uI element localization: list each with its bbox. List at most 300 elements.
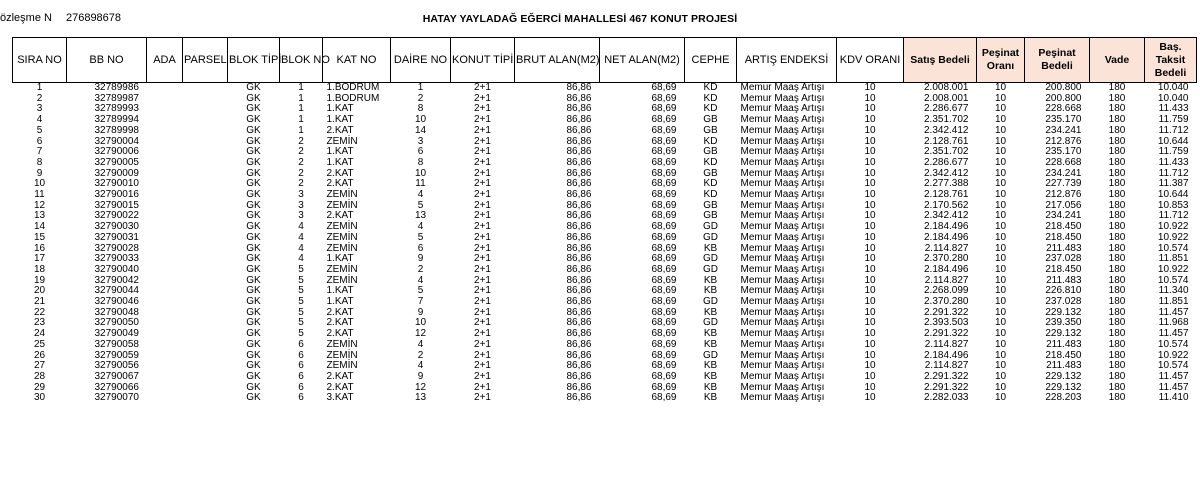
cell-daire-no: 2 (417, 92, 424, 104)
cell-blok-no: 3 (298, 199, 304, 211)
cell-kat-no: 1.KAT (326, 296, 354, 308)
cell-kdv-orani: 10 (864, 263, 876, 275)
table-row (13, 286, 1197, 297)
column-header-blok-no: BLOK NO (280, 38, 323, 83)
cell-bb-no: 32789986 (94, 82, 139, 93)
cell-konut-tipi: 2+1 (474, 349, 491, 361)
cell-parsel (183, 169, 228, 180)
table-row (13, 393, 1197, 404)
cell-pesinat-bedeli: 229.132 (1045, 306, 1082, 318)
cell-daire-no: 5 (417, 285, 424, 297)
table-row (13, 104, 1197, 115)
cell-konut-tipi: 2+1 (474, 92, 491, 104)
cell-bb-no: 32790070 (94, 392, 139, 404)
column-header-vade: Vade (1090, 38, 1145, 83)
cell-daire-no: 13 (414, 210, 427, 222)
cell-blok-no: 5 (298, 285, 304, 297)
cell-brut-alan: 86,86 (566, 146, 592, 158)
cell-parsel (183, 383, 228, 394)
cell-parsel (183, 329, 228, 340)
cell-sira-no: 29 (33, 381, 46, 393)
cell-ada (147, 372, 183, 383)
cell-bas-taksit-bedeli: 11.340 (1158, 285, 1189, 297)
cell-blok-tipi: GK (246, 146, 261, 158)
cell-satis-bedeli: 2.008.001 (924, 82, 969, 93)
cell-sira-no: 14 (33, 221, 46, 233)
cell-pesinat-orani: 10 (994, 210, 1007, 222)
cell-artis-endeksi: Memur Maaş Artışı (740, 178, 825, 190)
cell-ada (147, 318, 183, 329)
cell-ada (147, 169, 183, 180)
cell-artis-endeksi: Memur Maaş Artışı (740, 189, 825, 201)
cell-vade: 180 (1108, 135, 1126, 147)
cell-blok-tipi: GK (246, 242, 261, 254)
cell-cephe: GD (703, 253, 718, 265)
cell-artis-endeksi: Memur Maaş Artışı (740, 274, 825, 286)
cell-blok-tipi: GK (246, 317, 261, 329)
cell-daire-no: 9 (417, 370, 424, 382)
cell-brut-alan: 86,86 (566, 167, 592, 179)
cell-kdv-orani: 10 (864, 135, 876, 147)
cell-blok-tipi: GK (246, 306, 261, 318)
cell-kat-no: 1.KAT (326, 156, 354, 168)
cell-artis-endeksi: Memur Maaş Artışı (740, 306, 825, 318)
cell-brut-alan: 86,86 (566, 349, 592, 361)
cell-vade: 180 (1108, 274, 1126, 286)
cell-artis-endeksi: Memur Maaş Artışı (740, 328, 825, 340)
cell-blok-no: 4 (298, 242, 304, 254)
cell-blok-tipi: GK (246, 338, 261, 350)
cell-kdv-orani: 10 (864, 82, 876, 93)
cell-net-alan: 68,69 (651, 263, 677, 275)
cell-satis-bedeli: 2.184.496 (924, 231, 969, 243)
cell-konut-tipi: 2+1 (474, 82, 491, 93)
cell-pesinat-orani: 10 (994, 381, 1007, 393)
housing-units-table (12, 37, 1197, 404)
cell-bas-taksit-bedeli: 11.851 (1158, 253, 1189, 265)
cell-kdv-orani: 10 (864, 178, 876, 190)
cell-kat-no: 2.KAT (326, 124, 354, 136)
cell-blok-no: 5 (298, 328, 304, 340)
cell-vade: 180 (1108, 360, 1126, 372)
cell-ada (147, 393, 183, 404)
cell-bb-no: 32790042 (94, 274, 139, 286)
cell-parsel (183, 83, 228, 94)
cell-brut-alan: 86,86 (566, 103, 592, 115)
cell-blok-tipi: GK (246, 253, 261, 265)
cell-konut-tipi: 2+1 (474, 124, 491, 136)
cell-kat-no: 2.KAT (326, 306, 354, 318)
cell-pesinat-orani: 10 (994, 124, 1007, 136)
column-header-pesinat-orani: Peşinat Oranı (977, 38, 1025, 83)
cell-vade: 180 (1108, 82, 1126, 93)
cell-parsel (183, 179, 228, 190)
cell-vade: 180 (1108, 210, 1126, 222)
cell-satis-bedeli: 2.277.388 (924, 178, 969, 190)
cell-blok-no: 2 (298, 178, 304, 190)
cell-pesinat-bedeli: 212.876 (1045, 135, 1082, 147)
cell-artis-endeksi: Memur Maaş Artışı (740, 231, 825, 243)
cell-daire-no: 2 (417, 263, 424, 275)
table-row (13, 94, 1197, 105)
cell-kdv-orani: 10 (864, 199, 876, 211)
cell-ada (147, 351, 183, 362)
cell-bas-taksit-bedeli: 11.712 (1158, 124, 1189, 136)
cell-net-alan: 68,69 (651, 210, 677, 222)
cell-parsel (183, 351, 228, 362)
cell-bas-taksit-bedeli: 10.922 (1157, 263, 1189, 275)
cell-pesinat-orani: 10 (994, 338, 1007, 350)
cell-net-alan: 68,69 (651, 189, 677, 201)
cell-pesinat-bedeli: 211.483 (1046, 360, 1082, 372)
cell-cephe: GD (703, 221, 718, 233)
cell-parsel (183, 158, 228, 169)
cell-cephe: KB (703, 306, 718, 318)
cell-parsel (183, 265, 228, 276)
cell-kat-no: 2.KAT (326, 328, 354, 340)
cell-blok-tipi: GK (246, 189, 261, 201)
cell-bas-taksit-bedeli: 10.853 (1157, 199, 1189, 211)
cell-sira-no: 24 (33, 328, 46, 340)
cell-pesinat-orani: 10 (994, 370, 1007, 382)
cell-net-alan: 68,69 (651, 370, 677, 382)
cell-ada (147, 244, 183, 255)
cell-net-alan: 68,69 (651, 381, 677, 393)
cell-bb-no: 32790056 (94, 360, 139, 372)
column-header-artis-endeksi: ARTIŞ ENDEKSİ (737, 38, 837, 83)
cell-satis-bedeli: 2.342.412 (924, 210, 969, 222)
table-row (13, 83, 1197, 94)
cell-kat-no: ZEMİN (326, 349, 358, 361)
cell-vade: 180 (1108, 381, 1126, 393)
cell-cephe: GB (703, 146, 718, 158)
table-row (13, 361, 1197, 372)
cell-net-alan: 68,69 (651, 253, 677, 265)
cell-pesinat-bedeli: 211.483 (1046, 242, 1082, 254)
cell-daire-no: 2 (417, 349, 424, 361)
cell-daire-no: 13 (414, 392, 427, 404)
cell-ada (147, 104, 183, 115)
cell-satis-bedeli: 2.286.677 (924, 103, 969, 115)
column-header-blok-tipi: BLOK TİPİ (228, 38, 280, 83)
cell-brut-alan: 86,86 (566, 199, 592, 211)
cell-bb-no: 32790010 (94, 178, 139, 190)
cell-kdv-orani: 10 (864, 231, 876, 243)
table-row (13, 276, 1197, 287)
cell-satis-bedeli: 2.291.322 (924, 381, 969, 393)
cell-pesinat-bedeli: 235.170 (1045, 114, 1082, 126)
cell-vade: 180 (1108, 328, 1126, 340)
table-row (13, 222, 1197, 233)
cell-daire-no: 3 (417, 135, 424, 147)
cell-sira-no: 20 (33, 285, 46, 297)
cell-ada (147, 308, 183, 319)
cell-blok-tipi: GK (246, 285, 261, 297)
cell-konut-tipi: 2+1 (474, 306, 491, 318)
cell-parsel (183, 211, 228, 222)
cell-bb-no: 32790050 (94, 317, 139, 329)
column-header-bb-no: BB NO (67, 38, 147, 83)
table-row (13, 351, 1197, 362)
cell-kat-no: 1.BODRUM (326, 82, 380, 93)
cell-cephe: KD (703, 103, 718, 115)
cell-sira-no: 30 (33, 392, 46, 404)
cell-bb-no: 32790015 (94, 199, 139, 211)
cell-daire-no: 11 (415, 178, 426, 190)
cell-kat-no: 2.KAT (326, 178, 354, 190)
cell-cephe: GD (703, 349, 718, 361)
cell-blok-tipi: GK (246, 199, 261, 211)
cell-daire-no: 10 (414, 114, 427, 126)
cell-daire-no: 4 (417, 274, 424, 286)
cell-satis-bedeli: 2.008.001 (924, 92, 969, 104)
cell-kat-no: 3.KAT (326, 392, 354, 404)
cell-blok-tipi: GK (246, 82, 261, 93)
cell-pesinat-bedeli: 211.483 (1046, 274, 1082, 286)
table-row (13, 211, 1197, 222)
column-header-bas-taksit-bedeli: Baş. Taksit Bedeli (1145, 38, 1197, 83)
cell-vade: 180 (1108, 338, 1126, 350)
cell-bas-taksit-bedeli: 10.574 (1157, 360, 1189, 372)
column-header-parsel: PARSEL (183, 38, 228, 83)
cell-net-alan: 68,69 (651, 349, 677, 361)
cell-bb-no: 32790049 (94, 328, 139, 340)
cell-pesinat-orani: 10 (994, 285, 1007, 297)
cell-blok-no: 5 (298, 306, 304, 318)
cell-sira-no: 10 (33, 178, 46, 190)
cell-cephe: KD (703, 189, 718, 201)
cell-kdv-orani: 10 (864, 221, 876, 233)
cell-pesinat-bedeli: 228.668 (1045, 103, 1082, 115)
cell-bb-no: 32790030 (94, 221, 139, 233)
cell-sira-no: 2 (36, 92, 43, 104)
cell-net-alan: 68,69 (651, 392, 677, 404)
page-title: HATAY YAYLADAĞ EĞERCİ MAHALLESİ 467 KONUT PROJESİ (422, 13, 738, 25)
cell-ada (147, 361, 183, 372)
cell-konut-tipi: 2+1 (474, 370, 491, 382)
cell-bas-taksit-bedeli: 10.574 (1157, 242, 1189, 254)
table-body (13, 83, 1197, 405)
cell-net-alan: 68,69 (651, 317, 677, 329)
cell-vade: 180 (1108, 370, 1126, 382)
cell-ada (147, 276, 183, 287)
cell-satis-bedeli: 2.291.322 (924, 370, 969, 382)
cell-brut-alan: 86,86 (566, 221, 592, 233)
cell-daire-no: 14 (414, 124, 427, 136)
cell-satis-bedeli: 2.170.562 (924, 199, 969, 211)
cell-konut-tipi: 2+1 (474, 317, 491, 329)
cell-pesinat-orani: 10 (994, 274, 1007, 286)
cell-satis-bedeli: 2.268.099 (924, 285, 969, 297)
cell-kdv-orani: 10 (864, 392, 876, 404)
cell-kdv-orani: 10 (864, 92, 876, 104)
cell-pesinat-orani: 10 (994, 360, 1007, 372)
cell-daire-no: 10 (414, 167, 427, 179)
table-row (13, 244, 1197, 255)
cell-sira-no: 6 (36, 135, 43, 147)
cell-net-alan: 68,69 (651, 360, 677, 372)
cell-net-alan: 68,69 (651, 103, 677, 115)
cell-konut-tipi: 2+1 (474, 328, 491, 340)
cell-blok-tipi: GK (246, 370, 261, 382)
cell-artis-endeksi: Memur Maaş Artışı (740, 263, 825, 275)
cell-cephe: KB (703, 274, 718, 286)
cell-pesinat-bedeli: 234.241 (1045, 124, 1082, 136)
cell-kdv-orani: 10 (864, 296, 876, 308)
cell-satis-bedeli: 2.128.761 (924, 135, 969, 147)
cell-vade: 180 (1108, 263, 1126, 275)
table-row (13, 201, 1197, 212)
cell-parsel (183, 115, 228, 126)
cell-pesinat-bedeli: 217.056 (1045, 199, 1082, 211)
cell-kat-no: ZEMİN (326, 221, 358, 233)
column-header-kdv-orani: KDV ORANI (837, 38, 904, 83)
column-header-konut-tipi: KONUT TİPİ (451, 38, 515, 83)
cell-ada (147, 179, 183, 190)
cell-satis-bedeli: 2.114.827 (924, 274, 969, 286)
cell-pesinat-orani: 10 (994, 253, 1007, 265)
cell-bas-taksit-bedeli: 10.040 (1157, 82, 1189, 93)
cell-satis-bedeli: 2.291.322 (924, 328, 969, 340)
table-row (13, 254, 1197, 265)
cell-blok-tipi: GK (246, 360, 261, 372)
cell-konut-tipi: 2+1 (474, 103, 491, 115)
cell-artis-endeksi: Memur Maaş Artışı (740, 392, 825, 404)
cell-daire-no: 8 (417, 103, 424, 115)
cell-artis-endeksi: Memur Maaş Artışı (740, 360, 825, 372)
cell-kdv-orani: 10 (864, 274, 876, 286)
cell-pesinat-orani: 10 (994, 82, 1007, 93)
cell-daire-no: 4 (417, 338, 424, 350)
cell-konut-tipi: 2+1 (474, 253, 491, 265)
cell-artis-endeksi: Memur Maaş Artışı (740, 92, 825, 104)
table-row (13, 115, 1197, 126)
cell-kdv-orani: 10 (864, 189, 876, 201)
cell-satis-bedeli: 2.114.827 (924, 242, 969, 254)
cell-artis-endeksi: Memur Maaş Artışı (740, 317, 825, 329)
cell-bas-taksit-bedeli: 11.759 (1158, 114, 1189, 126)
cell-pesinat-bedeli: 229.132 (1045, 370, 1082, 382)
table-row (13, 126, 1197, 137)
cell-blok-no: 5 (298, 274, 304, 286)
cell-parsel (183, 393, 228, 404)
cell-pesinat-orani: 10 (994, 306, 1007, 318)
cell-brut-alan: 86,86 (566, 370, 592, 382)
cell-brut-alan: 86,86 (566, 114, 592, 126)
table-row (13, 318, 1197, 329)
cell-ada (147, 126, 183, 137)
cell-bas-taksit-bedeli: 11.457 (1158, 328, 1189, 340)
cell-ada (147, 233, 183, 244)
cell-net-alan: 68,69 (651, 274, 677, 286)
cell-bas-taksit-bedeli: 10.922 (1157, 349, 1189, 361)
cell-ada (147, 286, 183, 297)
table-row (13, 158, 1197, 169)
cell-cephe: GB (703, 124, 718, 136)
cell-ada (147, 137, 183, 148)
cell-kdv-orani: 10 (864, 349, 876, 361)
cell-bas-taksit-bedeli: 11.457 (1158, 306, 1189, 318)
column-header-ada: ADA (147, 38, 183, 83)
cell-cephe: GD (703, 296, 718, 308)
cell-cephe: GD (703, 317, 718, 329)
cell-blok-tipi: GK (246, 114, 261, 126)
cell-pesinat-orani: 10 (994, 146, 1007, 158)
cell-cephe: KD (703, 178, 718, 190)
cell-sira-no: 1 (36, 82, 43, 93)
cell-artis-endeksi: Memur Maaş Artışı (740, 114, 825, 126)
cell-konut-tipi: 2+1 (474, 360, 491, 372)
cell-pesinat-orani: 10 (994, 296, 1007, 308)
cell-kdv-orani: 10 (864, 338, 876, 350)
cell-bb-no: 32790031 (94, 231, 139, 243)
cell-bb-no: 32789993 (94, 103, 139, 115)
cell-blok-no: 3 (298, 210, 304, 222)
cell-pesinat-bedeli: 212.876 (1045, 189, 1082, 201)
cell-blok-tipi: GK (246, 210, 261, 222)
cell-artis-endeksi: Memur Maaş Artışı (740, 370, 825, 382)
cell-blok-tipi: GK (246, 124, 261, 136)
cell-sira-no: 3 (36, 103, 43, 115)
cell-satis-bedeli: 2.342.412 (924, 167, 969, 179)
cell-sira-no: 28 (33, 370, 46, 382)
cell-vade: 180 (1108, 392, 1126, 404)
cell-satis-bedeli: 2.286.677 (924, 156, 969, 168)
cell-blok-no: 1 (298, 114, 304, 126)
cell-satis-bedeli: 2.114.827 (924, 338, 969, 350)
cell-cephe: KB (703, 381, 718, 393)
cell-bb-no: 32790058 (94, 338, 139, 350)
cell-konut-tipi: 2+1 (474, 199, 491, 211)
cell-kat-no: ZEMİN (326, 274, 358, 286)
cell-konut-tipi: 2+1 (474, 167, 491, 179)
cell-parsel (183, 201, 228, 212)
cell-pesinat-bedeli: 226.810 (1045, 285, 1082, 297)
cell-daire-no: 7 (417, 296, 424, 308)
cell-bas-taksit-bedeli: 10.040 (1157, 92, 1189, 104)
cell-konut-tipi: 2+1 (474, 210, 491, 222)
cell-brut-alan: 86,86 (566, 124, 592, 136)
cell-kat-no: 2.KAT (326, 167, 354, 179)
cell-bas-taksit-bedeli: 11.968 (1158, 317, 1189, 329)
cell-blok-no: 4 (298, 253, 304, 265)
cell-bb-no: 32790033 (94, 253, 139, 265)
cell-daire-no: 6 (417, 146, 424, 158)
cell-ada (147, 94, 183, 105)
cell-artis-endeksi: Memur Maaş Artışı (740, 242, 825, 254)
cell-cephe: GD (703, 263, 718, 275)
cell-ada (147, 329, 183, 340)
cell-cephe: GD (703, 231, 718, 243)
cell-kat-no: 1.BODRUM (326, 92, 380, 104)
cell-blok-tipi: GK (246, 296, 261, 308)
cell-artis-endeksi: Memur Maaş Artışı (740, 103, 825, 115)
cell-pesinat-orani: 10 (994, 328, 1007, 340)
cell-daire-no: 8 (417, 156, 424, 168)
cell-sira-no: 16 (33, 242, 46, 254)
cell-cephe: GB (703, 210, 718, 222)
cell-pesinat-orani: 10 (994, 263, 1007, 275)
cell-net-alan: 68,69 (651, 338, 677, 350)
cell-pesinat-bedeli: 218.450 (1045, 263, 1082, 275)
cell-bas-taksit-bedeli: 11.712 (1158, 210, 1189, 222)
cell-vade: 180 (1108, 146, 1126, 158)
cell-pesinat-orani: 10 (994, 167, 1007, 179)
cell-konut-tipi: 2+1 (474, 156, 491, 168)
cell-blok-no: 2 (298, 135, 304, 147)
cell-kat-no: 2.KAT (326, 210, 354, 222)
cell-bb-no: 32790028 (94, 242, 139, 254)
